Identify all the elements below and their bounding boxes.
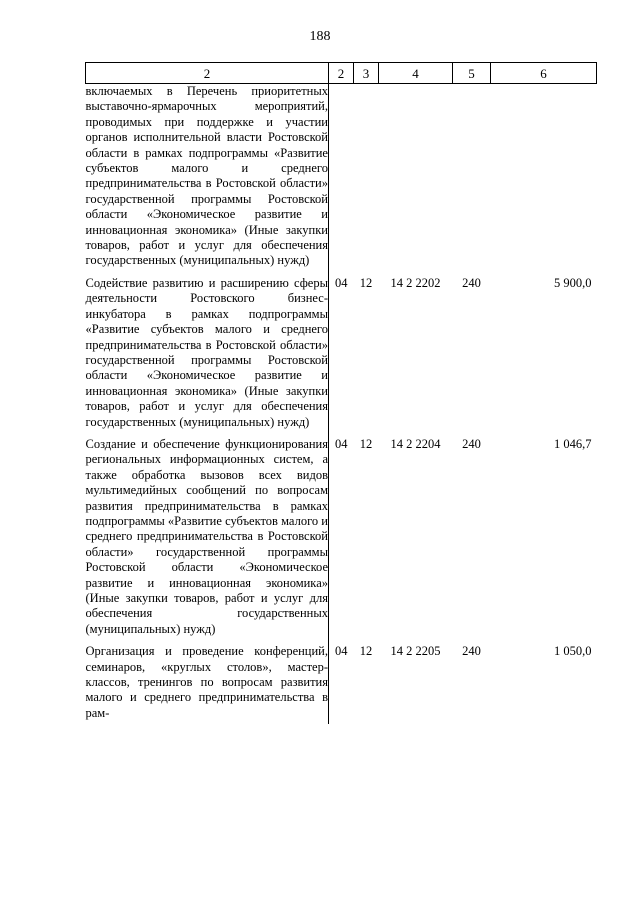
row-target: 14 2 2204 bbox=[390, 436, 441, 451]
column-header: 3 bbox=[354, 63, 379, 84]
column-header: 6 bbox=[491, 63, 597, 84]
row-name: Содействие развитию и расширению сферы деятельности Ростовского бизнес-инкубатора в рамках подпрограммы «Развитие субъектов малого и среднего предпринимательства в Ростовской области» государственной программы Ростовской области «Экономическое развитие и инновационная экономика» (Иные закупки товаров, работ и услуг для обеспечения государственных (муниципальных) нужд) bbox=[86, 272, 329, 433]
column-header: 4 bbox=[379, 63, 453, 84]
column-header: 5 bbox=[453, 63, 491, 84]
row-target: 14 2 2202 bbox=[390, 275, 441, 290]
column-header: 2 bbox=[86, 63, 329, 84]
row-expense: 240 bbox=[462, 275, 481, 290]
row-section: 04 bbox=[335, 644, 348, 659]
row-section: 04 bbox=[335, 436, 348, 451]
row-name: включаемых в Перечень приоритетных выставочно-ярмарочных мероприятий, проводимых при поддержке и участии органов исполнительной власти Ростовской области в рамках подпрограммы «Развитие субъектов малого и среднего предпринимательства в Ростовской области» государственной программы Ростовской области «Экономическое развитие и инновационная экономика» (Иные закупки товаров, работ и услуг для обеспечения государственных (муниципальных) нужд) bbox=[86, 84, 329, 272]
row-amount: 1 046,7 bbox=[554, 436, 592, 451]
row-amount: 1 050,0 bbox=[554, 644, 592, 659]
row-subsection: 12 bbox=[359, 275, 373, 290]
row-subsection bbox=[354, 84, 379, 272]
row-expense: 240 bbox=[462, 644, 481, 659]
row-expense: 240 bbox=[462, 436, 481, 451]
table-row bbox=[86, 272, 597, 433]
page-number: 188 bbox=[309, 29, 331, 44]
table-row bbox=[86, 84, 597, 272]
row-amount bbox=[491, 84, 597, 272]
column-header: 2 bbox=[329, 63, 354, 84]
row-target: 14 2 2205 bbox=[390, 644, 441, 659]
row-name: Организация и проведение конференций, семинаров, «круглых столов», мастер-классов, тренингов по вопросам развития малого и среднего предпринимательства в рам- bbox=[86, 640, 329, 724]
row-section: 04 bbox=[335, 275, 348, 290]
table-row bbox=[86, 640, 597, 724]
row-amount: 5 900,0 bbox=[554, 275, 592, 290]
row-subsection: 12 bbox=[359, 436, 373, 451]
budget-table bbox=[85, 62, 597, 724]
row-section bbox=[329, 84, 354, 272]
table-row bbox=[86, 433, 597, 640]
row-subsection: 12 bbox=[359, 644, 373, 659]
table-header-row bbox=[86, 63, 597, 84]
row-target bbox=[379, 84, 453, 272]
row-expense bbox=[453, 84, 491, 272]
row-name: Создание и обеспечение функционирования региональных информационных систем, а также обработка вызовов всех видов мультимедийных сообщений по вопросам развития предпринимательства в рамках подпрограммы «Развитие субъектов малого и среднего предпринимательства в Ростовской области» государственной программы Ростовской области «Экономическое развитие и инновационная экономика» (Иные закупки товаров, работ и услуг для обеспечения государственных (муниципальных) нужд) bbox=[86, 433, 329, 640]
